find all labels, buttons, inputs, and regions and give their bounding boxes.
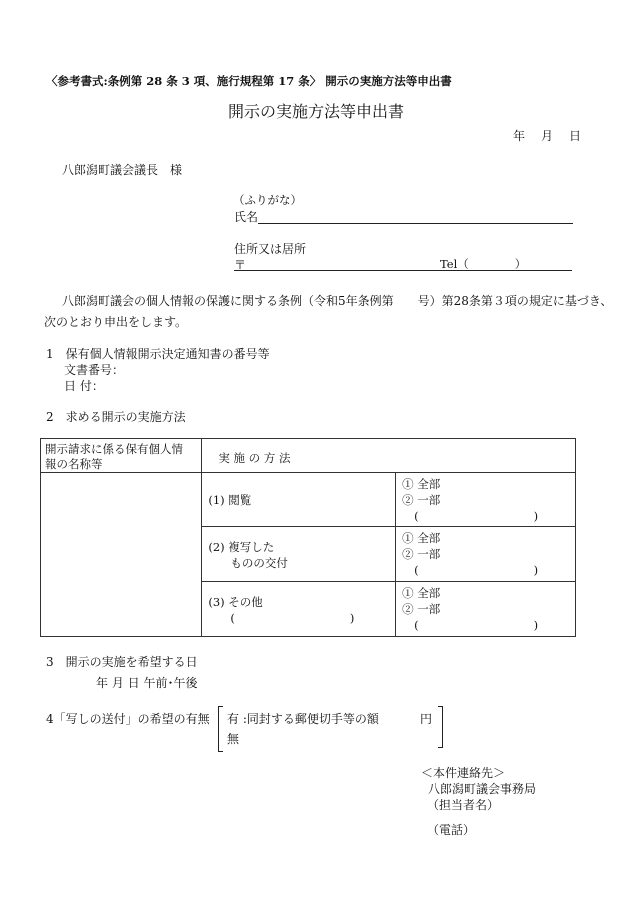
section1-heading: 1 保有個人情報開示決定通知書の番号等 — [46, 347, 270, 361]
send-copy-no[interactable]: 無 — [227, 732, 240, 746]
document-number-label: 文書番号： — [64, 363, 125, 377]
method-1-option-all[interactable]: ① 全部 — [402, 477, 441, 491]
furigana-label: （ふりがな） — [233, 193, 302, 207]
left-bracket — [218, 706, 223, 752]
method-2-option-part[interactable]: ② 一部 — [402, 547, 441, 561]
method-header — [202, 439, 576, 473]
info-name-header-line2: 報の名称等 — [45, 457, 103, 471]
method-3-option-all[interactable]: ① 全部 — [402, 586, 441, 600]
notice-date-label: 日 付： — [64, 379, 104, 393]
yen-label: 円 — [420, 712, 433, 726]
method-2-part-detail[interactable]: ( ) — [414, 563, 539, 577]
section2-heading: 2 求める開示の実施方法 — [46, 410, 186, 424]
section4-heading: 4「写しの送付」の希望の有無 — [46, 712, 210, 726]
method-3-options — [396, 582, 576, 637]
method-1-part-detail[interactable]: ( ) — [414, 509, 539, 523]
contact-person: （担当者名） — [427, 798, 500, 812]
name-label: 氏名 — [234, 210, 259, 224]
tel-label: Tel（ ） — [440, 257, 527, 271]
method-2-option-all[interactable]: ① 全部 — [402, 531, 441, 545]
method-3-option-part[interactable]: ② 一部 — [402, 602, 441, 616]
addressee: 八郎潟町議会議長 様 — [62, 163, 183, 177]
method-1-options — [396, 473, 576, 527]
page-title: 開示の実施方法等申出書 — [228, 102, 405, 121]
method-2-label-line2: ものの交付 — [230, 556, 288, 570]
info-name-header — [41, 439, 202, 473]
contact-phone: （電話） — [427, 823, 476, 837]
method-header-label: 実 施 の 方 法 — [218, 451, 291, 465]
disclosure-method-table — [40, 438, 576, 637]
contact-title: ＜本件連絡先＞ — [421, 766, 506, 780]
address-field[interactable] — [234, 270, 572, 271]
right-bracket — [438, 706, 443, 748]
method-1-option-part[interactable]: ② 一部 — [402, 493, 441, 507]
method-1-cell — [202, 473, 396, 527]
method-1-label: (1) 閲覧 — [208, 493, 252, 507]
method-3-other-detail[interactable]: ( ) — [230, 611, 355, 625]
method-2-options — [396, 527, 576, 582]
info-name-header-line1: 開示請求に係る保有個人情 — [45, 442, 183, 456]
intro-text-line2: 次のとおり申出をします。 — [44, 315, 188, 329]
method-3-label-line1: (3) その他 — [208, 595, 263, 609]
method-3-part-detail[interactable]: ( ) — [414, 618, 539, 632]
method-2-label-line1: (2) 複写した — [208, 540, 275, 554]
address-label: 住所又は居所 — [234, 242, 307, 256]
method-3-cell — [202, 582, 396, 637]
contact-office: 八郎潟町議会事務局 — [428, 782, 537, 796]
name-field[interactable] — [258, 223, 573, 224]
date-line: 年 月 日 — [513, 129, 584, 143]
section3-heading: 3 開示の実施を希望する日 — [46, 655, 198, 669]
method-2-cell — [202, 527, 396, 582]
send-copy-yes[interactable]: 有 :同封する郵便切手等の額 — [227, 712, 379, 726]
reference-format-note: 〈参考書式:条例第 28 条 3 項、施行規程第 17 条〉 開示の実施方法等申出書 — [46, 74, 452, 88]
info-name-field[interactable] — [41, 473, 202, 637]
postal-mark: 〒 — [234, 258, 247, 272]
intro-text-line1: 八郎潟町議会の個人情報の保護に関する条例（令和5年条例第 号）第28条第３項の規定に基づき、 — [62, 294, 613, 308]
preferred-date-field[interactable]: 年 月 日 午前･午後 — [96, 676, 198, 690]
